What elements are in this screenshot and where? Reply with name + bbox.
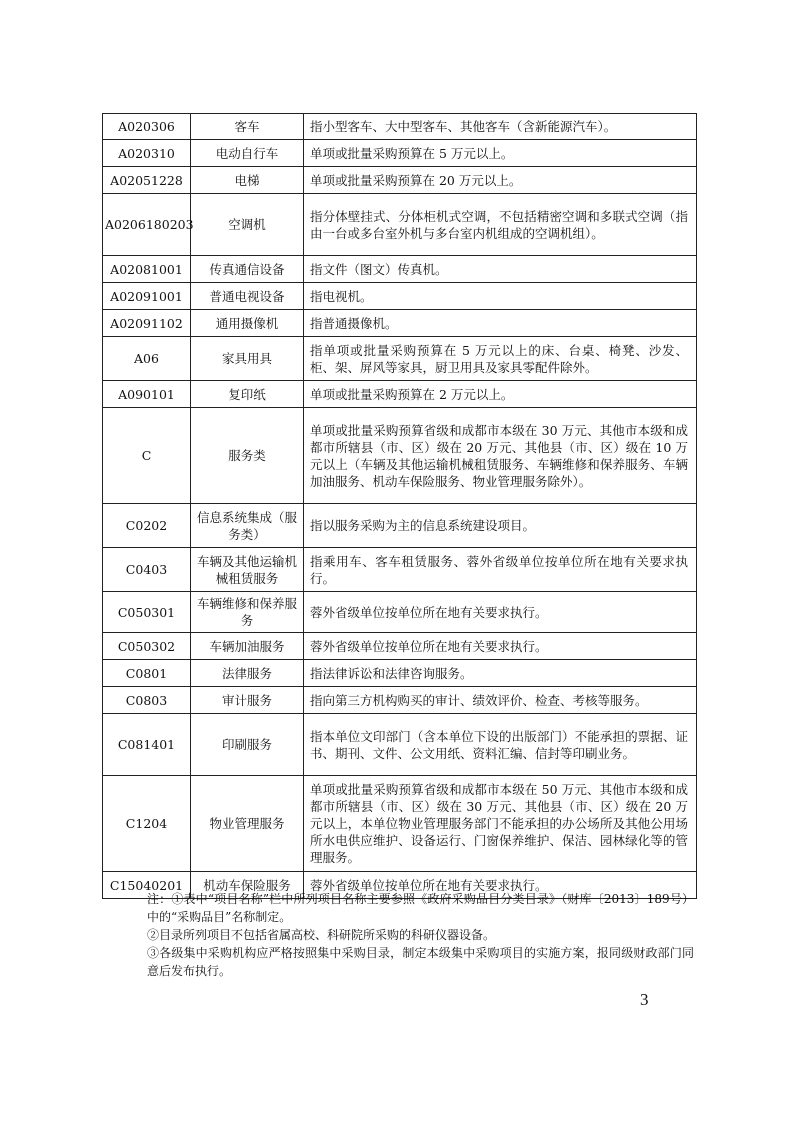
item-name: 审计服务 xyxy=(191,687,304,714)
table-row xyxy=(103,592,697,633)
item-code: A090101 xyxy=(103,381,191,408)
table-row xyxy=(103,256,697,283)
item-code: A02051228 xyxy=(103,167,191,194)
item-name: 物业管理服务 xyxy=(191,776,304,872)
note-3: ③各级集中采购机构应严格按照集中采购目录，制定本级集中采购项目的实施方案，报同级财政部门同意后发布执行。 xyxy=(147,946,694,978)
item-description: 指电视机。 xyxy=(304,283,697,310)
item-description: 指法律诉讼和法律咨询服务。 xyxy=(304,660,697,687)
item-code: A02091001 xyxy=(103,283,191,310)
item-name: 复印纸 xyxy=(191,381,304,408)
item-name: 家具用具 xyxy=(191,337,304,381)
item-code: C0403 xyxy=(103,548,191,592)
item-description: 单项或批量采购预算省级和成都市本级在 30 万元、其他市本级和成都市所辖县（市、区）级在 20 万元、其他县（市、区）级在 10 万元以上（车辆及其他运输机械租赁服务、车辆维修和保养服务、车辆加油服务、机动车保险服务、物业管理服务除外）。 xyxy=(304,408,697,504)
item-code: C0202 xyxy=(103,504,191,548)
table-row xyxy=(103,114,697,140)
item-description: 单项或批量采购预算在 2 万元以上。 xyxy=(304,381,697,408)
item-code: A0206180203 xyxy=(103,194,191,256)
note-2: ②目录所列项目不包括省属高校、科研院所采购的科研仪器设备。 xyxy=(147,928,496,942)
item-description: 指小型客车、大中型客车、其他客车（含新能源汽车）。 xyxy=(304,114,697,140)
item-description: 蓉外省级单位按单位所在地有关要求执行。 xyxy=(304,592,697,633)
item-name: 传真通信设备 xyxy=(191,256,304,283)
item-description: 指分体壁挂式、分体柜机式空调，不包括精密空调和多联式空调（指由一台或多台室外机与多台室内机组成的空调机组）。 xyxy=(304,194,697,256)
item-code: A02091102 xyxy=(103,310,191,337)
item-name: 法律服务 xyxy=(191,660,304,687)
item-name: 通用摄像机 xyxy=(191,310,304,337)
item-name: 空调机 xyxy=(191,194,304,256)
item-code: A06 xyxy=(103,337,191,381)
table-row xyxy=(103,687,697,714)
item-code: C1204 xyxy=(103,776,191,872)
item-name: 信息系统集成（服务类） xyxy=(191,504,304,548)
item-code: A020310 xyxy=(103,140,191,167)
table-row xyxy=(103,660,697,687)
item-description: 指向第三方机构购买的审计、绩效评价、检查、考核等服务。 xyxy=(304,687,697,714)
table-row xyxy=(103,337,697,381)
item-code: C050301 xyxy=(103,592,191,633)
item-code: C050302 xyxy=(103,633,191,660)
note-1: 注：①表中“项目名称”栏中所列项目名称主要参照《政府采购品目分类目录》（财库〔2013〕189号）中的“采购品目”名称制定。 xyxy=(147,892,694,924)
item-description: 指以服务采购为主的信息系统建设项目。 xyxy=(304,504,697,548)
item-code: C15040201 xyxy=(103,872,191,899)
item-name: 客车 xyxy=(191,114,304,140)
table-row xyxy=(103,408,697,504)
item-name: 电动自行车 xyxy=(191,140,304,167)
table-row xyxy=(103,381,697,408)
item-description: 单项或批量采购预算在 20 万元以上。 xyxy=(304,167,697,194)
item-description: 蓉外省级单位按单位所在地有关要求执行。 xyxy=(304,633,697,660)
item-name: 印刷服务 xyxy=(191,714,304,776)
catalog-table xyxy=(102,113,697,899)
table-row xyxy=(103,714,697,776)
table-row xyxy=(103,548,697,592)
item-description: 指普通摄像机。 xyxy=(304,310,697,337)
item-description: 蓉外省级单位按单位所在地有关要求执行。 xyxy=(304,872,697,899)
item-name: 车辆维修和保养服务 xyxy=(191,592,304,633)
table-row xyxy=(103,776,697,872)
page-number: 3 xyxy=(640,990,649,1009)
catalog-table-body xyxy=(103,114,697,899)
item-code: C0801 xyxy=(103,660,191,687)
table-row xyxy=(103,283,697,310)
item-description: 指乘用车、客车租赁服务、蓉外省级单位按单位所在地有关要求执行。 xyxy=(304,548,697,592)
table-row xyxy=(103,194,697,256)
item-description: 单项或批量采购预算省级和成都市本级在 50 万元、其他市本级和成都市所辖县（市、区）级在 30 万元、其他县（市、区）级在 20 万元以上，本单位物业管理服务部门不能承担的办公场所及其他公用场所水电供应维护、设备运行、门窗保养维护、保洁、园林绿化等的管理服务。 xyxy=(304,776,697,872)
item-code: C0803 xyxy=(103,687,191,714)
item-name: 电梯 xyxy=(191,167,304,194)
item-name: 服务类 xyxy=(191,408,304,504)
item-name: 车辆加油服务 xyxy=(191,633,304,660)
item-code: C xyxy=(103,408,191,504)
item-description: 指文件（图文）传真机。 xyxy=(304,256,697,283)
item-description: 单项或批量采购预算在 5 万元以上。 xyxy=(304,140,697,167)
notes xyxy=(104,890,694,980)
item-code: C081401 xyxy=(103,714,191,776)
item-name: 机动车保险服务 xyxy=(191,872,304,899)
table-row xyxy=(103,140,697,167)
item-description: 指本单位文印部门（含本单位下设的出版部门）不能承担的票据、证书、期刊、文件、公文用纸、资料汇编、信封等印刷业务。 xyxy=(304,714,697,776)
item-code: A020306 xyxy=(103,114,191,140)
table-row xyxy=(103,310,697,337)
item-name: 普通电视设备 xyxy=(191,283,304,310)
item-description: 指单项或批量采购预算在 5 万元以上的床、台桌、椅凳、沙发、柜、架、屏风等家具，厨卫用具及家具零配件除外。 xyxy=(304,337,697,381)
item-code: A02081001 xyxy=(103,256,191,283)
table-row xyxy=(103,633,697,660)
table-row xyxy=(103,167,697,194)
item-name: 车辆及其他运输机械租赁服务 xyxy=(191,548,304,592)
table-row xyxy=(103,504,697,548)
